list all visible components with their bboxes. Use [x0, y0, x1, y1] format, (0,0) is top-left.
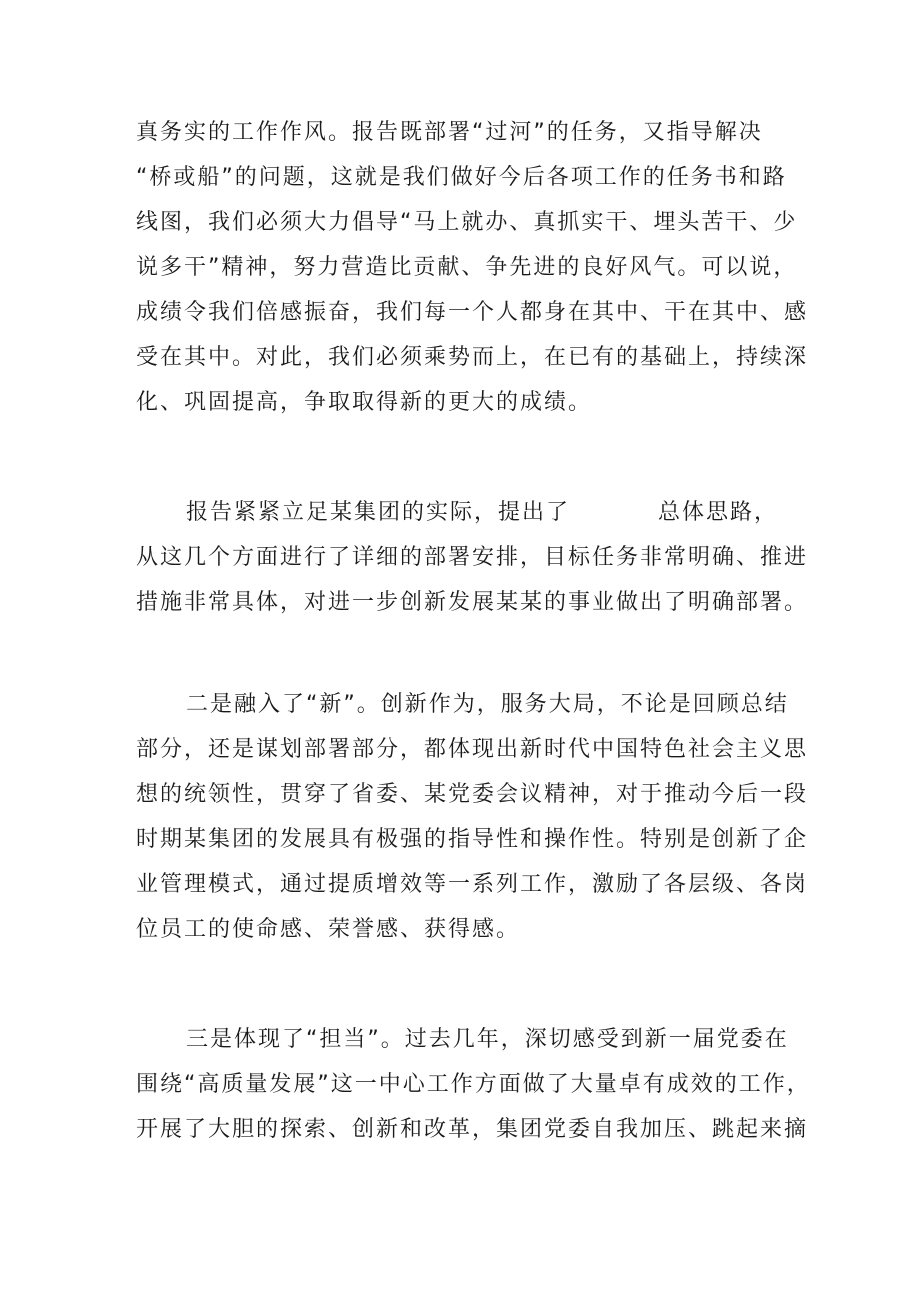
text-line: 开展了大胆的探索、创新和改革，集团党委自我加压、跳起来摘: [136, 1117, 809, 1142]
text-line: 围绕“高质量发展”这一中心工作方面做了大量卓有成效的工作，: [136, 1072, 811, 1097]
text-line: “桥或船”的问题，这就是我们做好今后各项工作的任务书和路: [136, 165, 787, 190]
text-line: [186, 498, 778, 528]
text-segment: 报告紧紧立足某集团的实际，提出了: [186, 500, 571, 525]
text-line: 线图，我们必须大力倡导“马上就办、真抓实干、埋头苦干、少: [136, 210, 798, 235]
text-line: 时期某集团的发展具有极强的指导性和操作性。特别是创新了企: [136, 827, 809, 852]
text-line: 受在其中。对此，我们必须乘势而上，在已有的基础上，持续深: [136, 345, 809, 370]
text-line: 位员工的使命感、荣誉感、获得感。: [136, 917, 521, 942]
text-line: 部分，还是谋划部署部分，都体现出新时代中国特色社会主义思: [136, 737, 809, 762]
text-line: 措施非常具体，对进一步创新发展某某的事业做出了明确部署。: [136, 590, 809, 615]
text-line: 三是体现了“担当”。过去几年，深切感受到新一届党委在: [186, 1027, 789, 1052]
text-line: 成绩令我们倍感振奋，我们每一个人都身在其中、干在其中、感: [136, 300, 809, 325]
text-line: 从这几个方面进行了详细的部署安排，目标任务非常明确、推进: [136, 545, 809, 570]
text-line: 二是融入了“新”。创新作为，服务大局，不论是回顾总结: [186, 692, 789, 717]
text-line: 想的统领性，贯穿了省委、某党委会议精神，对于推动今后一段: [136, 782, 809, 807]
text-line: 真务实的工作作风。报告既部署“过河”的任务，又指导解决: [136, 120, 763, 145]
text-segment: 总体思路，: [658, 500, 779, 525]
text-line: 化、巩固提高，争取取得新的更大的成绩。: [136, 390, 593, 415]
text-line: 业管理模式，通过提质增效等一系列工作，激励了各层级、各岗: [136, 872, 809, 897]
text-line: 说多干”精神，努力营造比贡献、争先进的良好风气。可以说，: [136, 255, 798, 280]
